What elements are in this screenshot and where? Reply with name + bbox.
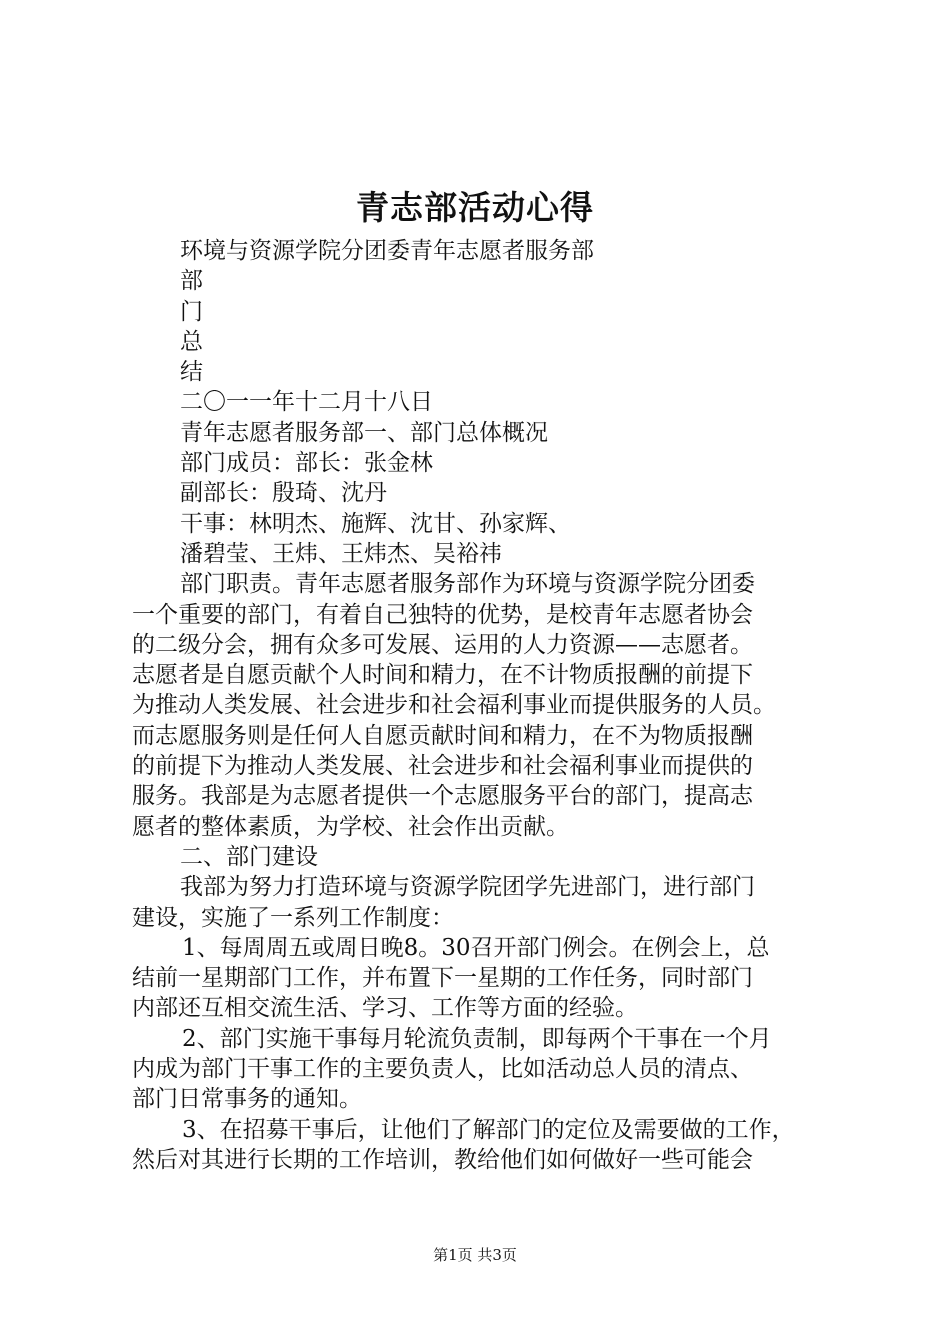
text-line: 潘碧莹、王炜、王炜杰、吴裕祎 (180, 540, 502, 567)
text-line: 1、每周周五或周日晚8。30召开部门例会。在例会上，总 (182, 934, 770, 961)
text-line: 副部长：殷琦、沈丹 (180, 480, 387, 507)
document-title: 青志部活动心得 (356, 188, 594, 227)
text-line: 二、部门建设 (180, 843, 318, 870)
text-line: 部门日常事务的通知。 (132, 1086, 362, 1113)
text-line: 建设，实施了一系列工作制度： (132, 904, 454, 931)
text-line: 愿者的整体素质，为学校、社会作出贡献。 (132, 813, 569, 840)
text-line: 门 (180, 298, 203, 325)
text-line: 二〇一一年十二月十八日 (180, 389, 433, 416)
text-line: 总 (180, 328, 203, 355)
text-line: 内部还互相交流生活、学习、工作等方面的经验。 (132, 995, 638, 1022)
text-line: 干事：林明杰、施辉、沈甘、孙家辉、 (180, 510, 571, 537)
text-line: 结前一星期部门工作，并布置下一星期的工作任务，同时部门 (132, 965, 753, 992)
text-line: 结 (180, 359, 203, 386)
text-line: 部门成员：部长：张金林 (180, 450, 433, 477)
text-line: 青年志愿者服务部一、部门总体概况 (180, 419, 548, 446)
text-line: 部门职责。青年志愿者服务部作为环境与资源学院分团委 (180, 571, 755, 598)
document-body (132, 236, 837, 1175)
text-line: 2、部门实施干事每月轮流负责制，即每两个干事在一个月 (182, 1025, 772, 1052)
text-line: 而志愿服务则是任何人自愿贡献时间和精力，在不为物质报酬 (132, 722, 753, 749)
text-line: 我部为努力打造环境与资源学院团学先进部门，进行部门 (180, 874, 755, 901)
text-line: 3、在招募干事后，让他们了解部门的定位及需要做的工作， (182, 1116, 795, 1143)
text-line: 部 (180, 268, 203, 295)
text-line: 环境与资源学院分团委青年志愿者服务部 (180, 238, 594, 264)
text-line: 服务。我部是为志愿者提供一个志愿服务平台的部门，提高志 (132, 783, 753, 810)
text-line: 志愿者是自愿贡献个人时间和精力，在不计物质报酬的前提下 (132, 662, 753, 689)
text-line: 然后对其进行长期的工作培训，教给他们如何做好一些可能会 (132, 1146, 753, 1173)
text-line: 一个重要的部门，有着自己独特的优势，是校青年志愿者协会 (132, 601, 753, 628)
text-line: 内成为部门干事工作的主要负责人，比如活动总人员的清点、 (132, 1056, 753, 1083)
page-footer: 第1页 共3页 (433, 1246, 517, 1264)
text-line: 的二级分会，拥有众多可发展、运用的人力资源——志愿者。 (132, 631, 753, 658)
text-line: 为推动人类发展、社会进步和社会福利事业而提供服务的人员。 (132, 692, 776, 719)
text-line: 的前提下为推动人类发展、社会进步和社会福利事业而提供的 (132, 753, 753, 780)
